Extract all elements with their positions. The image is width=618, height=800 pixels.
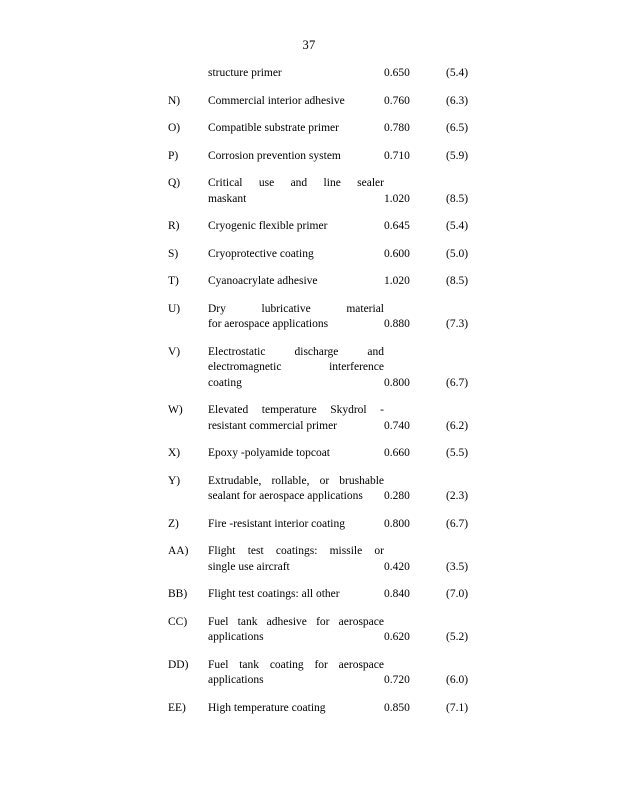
item-value-text: 0.600 (384, 247, 410, 260)
description-line: applications (208, 674, 264, 686)
item-alt-value-text: (5.2) (446, 631, 469, 643)
item-alt-value (446, 544, 506, 575)
item-description (208, 446, 384, 462)
item-value (384, 219, 446, 235)
item-value (384, 474, 446, 505)
list-item (168, 66, 520, 82)
description-line: maskant (208, 192, 247, 205)
item-label: Y) (168, 474, 181, 487)
item-alt-value (446, 446, 506, 462)
item-value (384, 247, 446, 263)
list-item (168, 302, 520, 333)
item-alt-value-text: (7.3) (446, 318, 469, 330)
description-line: Cyanoacrylate adhesive (208, 275, 318, 287)
list-item (168, 219, 520, 235)
item-alt-value (446, 615, 506, 646)
item-value (384, 446, 446, 462)
description-line: Electrostatic discharge and (208, 345, 384, 358)
item-label: R) (168, 220, 180, 232)
item-label: S) (168, 247, 179, 260)
item-description (208, 219, 384, 235)
item-label: BB) (168, 588, 188, 600)
item-alt-value (446, 345, 506, 392)
item-description (208, 121, 384, 137)
item-label: AA) (168, 545, 189, 557)
item-alt-value-text: (5.5) (446, 447, 469, 459)
item-alt-value (446, 474, 506, 505)
description-line: structure primer (208, 67, 282, 79)
item-value-text: 0.420 (384, 560, 410, 573)
description-line: for aerospace applications (208, 318, 329, 330)
item-value (384, 176, 446, 207)
item-label: EE) (168, 701, 186, 714)
item-description (208, 517, 384, 533)
item-label: T) (168, 275, 179, 287)
item-description (208, 587, 384, 603)
item-label: N) (168, 94, 181, 107)
description-line: Flight test coatings: all other (208, 588, 340, 600)
item-description (208, 66, 384, 82)
item-value (384, 149, 446, 165)
item-description (208, 701, 384, 717)
item-value-text: 0.780 (384, 122, 410, 134)
item-value-text: 0.710 (384, 149, 410, 162)
list-item (168, 658, 520, 689)
item-label: DD) (168, 658, 189, 671)
item-value (384, 403, 446, 434)
item-description (208, 474, 384, 505)
item-value-text: 0.850 (384, 701, 410, 714)
item-description (208, 403, 384, 434)
item-alt-value (446, 403, 506, 434)
list-item (168, 94, 520, 110)
item-value-text: 0.840 (384, 588, 410, 600)
list-item (168, 274, 520, 290)
item-value-text: 0.880 (384, 318, 410, 330)
list-item (168, 615, 520, 646)
item-description (208, 345, 384, 392)
item-alt-value (446, 247, 506, 263)
item-alt-value-text: (5.4) (446, 220, 469, 232)
item-description (208, 302, 384, 333)
description-line: resistant commercial primer (208, 419, 338, 432)
item-alt-value (446, 587, 506, 603)
description-line: electromagnetic interference (208, 361, 384, 373)
description-line: Fuel tank adhesive for aerospace (208, 615, 384, 628)
item-alt-value (446, 219, 506, 235)
item-value (384, 517, 446, 533)
item-alt-value (446, 94, 506, 110)
description-line: High temperature coating (208, 701, 326, 714)
list-item (168, 587, 520, 603)
item-description (208, 176, 384, 207)
item-alt-value (446, 66, 506, 82)
description-line: Fire -resistant interior coating (208, 517, 346, 530)
item-value-text: 0.660 (384, 447, 410, 459)
item-alt-value-text: (7.1) (446, 701, 469, 714)
item-value (384, 701, 446, 717)
description-line: Cryogenic flexible primer (208, 220, 328, 232)
item-alt-value-text: (6.3) (446, 94, 469, 107)
item-value (384, 121, 446, 137)
item-value (384, 345, 446, 392)
item-description (208, 247, 384, 263)
item-alt-value-text: (2.3) (446, 490, 469, 502)
item-value-text: 1.020 (384, 192, 410, 205)
item-alt-value (446, 121, 506, 137)
description-line: Epoxy -polyamide topcoat (208, 447, 330, 459)
item-value (384, 302, 446, 333)
item-label: U) (168, 302, 181, 315)
item-alt-value (446, 274, 506, 290)
item-value-text: 0.280 (384, 490, 410, 502)
item-alt-value (446, 658, 506, 689)
item-alt-value-text: (7.0) (446, 588, 469, 600)
item-alt-value (446, 302, 506, 333)
item-value (384, 587, 446, 603)
item-value (384, 94, 446, 110)
item-value-text: 0.760 (384, 94, 410, 107)
list-item (168, 345, 520, 392)
item-alt-value-text: (8.5) (446, 192, 469, 205)
item-label: Z) (168, 517, 179, 530)
description-line: Fuel tank coating for aerospace (208, 658, 384, 671)
item-value-text: 0.800 (384, 376, 410, 389)
item-description (208, 94, 384, 110)
item-value-text: 1.020 (384, 275, 410, 287)
item-alt-value-text: (8.5) (446, 275, 469, 287)
item-value-text: 0.620 (384, 631, 410, 643)
item-alt-value-text: (6.7) (446, 376, 469, 389)
item-value-text: 0.740 (384, 419, 410, 432)
list-item (168, 517, 520, 533)
item-description (208, 274, 384, 290)
item-label: O) (168, 122, 181, 134)
item-alt-value-text: (3.5) (446, 560, 469, 573)
list-item (168, 121, 520, 137)
list-item (168, 446, 520, 462)
item-alt-value (446, 517, 506, 533)
voc-limit-list (168, 66, 520, 728)
description-line: Compatible substrate primer (208, 122, 339, 134)
item-alt-value (446, 149, 506, 165)
description-line: coating (208, 376, 242, 389)
description-line: Corrosion prevention system (208, 149, 341, 162)
description-line: applications (208, 631, 264, 643)
item-value (384, 274, 446, 290)
list-item (168, 474, 520, 505)
item-alt-value-text: (6.2) (446, 419, 469, 432)
description-line: single use aircraft (208, 560, 290, 573)
item-label: Q) (168, 177, 181, 189)
item-alt-value-text: (5.0) (446, 247, 469, 260)
page-number: 37 (302, 38, 316, 52)
item-alt-value-text: (5.9) (446, 149, 469, 162)
item-alt-value-text: (6.0) (446, 674, 469, 686)
item-alt-value (446, 701, 506, 717)
description-line: Critical use and line sealer (208, 177, 384, 189)
item-description (208, 615, 384, 646)
list-item (168, 176, 520, 207)
item-value-text: 0.800 (384, 517, 410, 530)
list-item (168, 247, 520, 263)
description-line: Flight test coatings: missile or (208, 545, 384, 557)
item-value-text: 0.720 (384, 674, 410, 686)
list-item (168, 403, 520, 434)
item-label: V) (168, 345, 181, 358)
description-line: Cryoprotective coating (208, 247, 314, 260)
description-line: Extrudable, rollable, or brushable (208, 474, 384, 487)
item-alt-value-text: (5.4) (446, 67, 469, 79)
description-line: sealant for aerospace applications (208, 490, 363, 502)
item-label: X) (168, 447, 181, 459)
item-label: P) (168, 149, 179, 162)
item-alt-value-text: (6.5) (446, 122, 469, 134)
item-value-text: 0.650 (384, 67, 410, 79)
item-value (384, 615, 446, 646)
item-description (208, 544, 384, 575)
item-alt-value-text: (6.7) (446, 517, 469, 530)
item-label: CC) (168, 615, 188, 628)
item-alt-value (446, 176, 506, 207)
item-description (208, 658, 384, 689)
item-label: W) (168, 404, 183, 416)
list-item (168, 544, 520, 575)
description-line: Dry lubricative material (208, 302, 384, 315)
item-value-text: 0.645 (384, 220, 410, 232)
list-item (168, 149, 520, 165)
list-item (168, 701, 520, 717)
item-value (384, 66, 446, 82)
description-line: Elevated temperature Skydrol - (208, 404, 384, 416)
item-value (384, 544, 446, 575)
item-value (384, 658, 446, 689)
description-line: Commercial interior adhesive (208, 94, 345, 107)
item-description (208, 149, 384, 165)
